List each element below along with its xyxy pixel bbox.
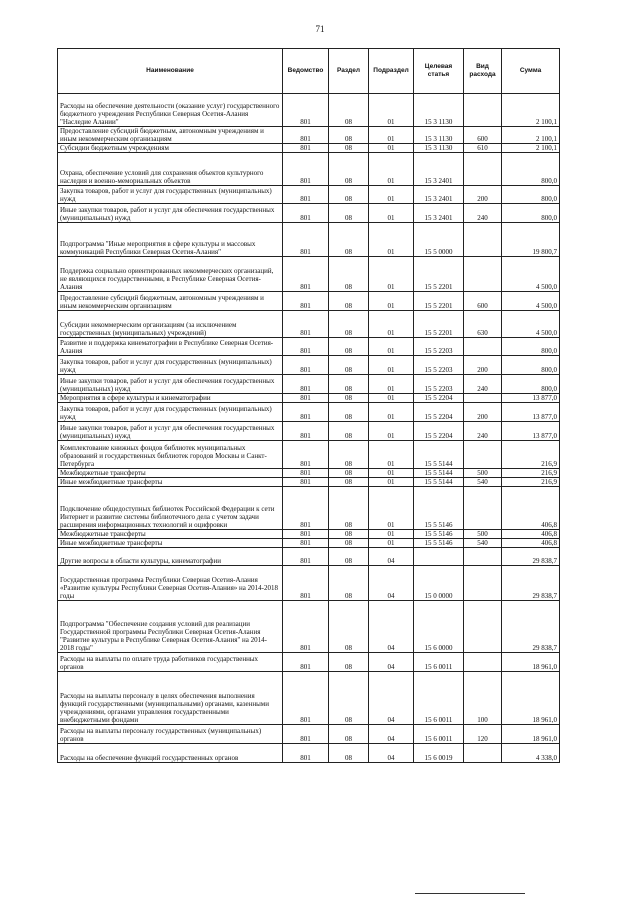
table-row [58, 144, 560, 153]
row-podrazdel: 01 [369, 127, 414, 144]
row-vedomstvo: 801 [283, 153, 329, 186]
row-name: Иные закупки товаров, работ и услуг для обеспечения государственных (муниципальных) нужд [58, 375, 283, 394]
table-row [58, 469, 560, 478]
table-row [58, 127, 560, 144]
row-vid-rashoda [464, 548, 502, 566]
row-podrazdel: 01 [369, 223, 414, 257]
table-row [58, 403, 560, 422]
row-vedomstvo: 801 [283, 311, 329, 338]
row-podrazdel: 01 [369, 478, 414, 487]
row-summa: 29 838,7 [502, 566, 560, 601]
row-vedomstvo: 801 [283, 422, 329, 441]
row-vid-rashoda [464, 601, 502, 653]
table-row [58, 257, 560, 292]
table-row [58, 204, 560, 223]
row-celevaya-statya: 15 5 5146 [414, 539, 464, 548]
row-razdel: 08 [329, 94, 369, 127]
table-row [58, 672, 560, 725]
row-razdel: 08 [329, 601, 369, 653]
row-summa: 2 100,1 [502, 127, 560, 144]
row-vid-rashoda: 200 [464, 186, 502, 204]
row-razdel: 08 [329, 356, 369, 375]
row-razdel: 08 [329, 539, 369, 548]
row-vid-rashoda [464, 441, 502, 469]
row-celevaya-statya: 15 6 0011 [414, 725, 464, 744]
row-vid-rashoda: 600 [464, 127, 502, 144]
table-body [58, 94, 560, 763]
row-name: Поддержка социально ориентированных некоммерческих организаций, не являющихся государственными, в Республике Северная Осетия-Алания [58, 257, 283, 292]
row-vedomstvo: 801 [283, 744, 329, 763]
row-name: Другие вопросы в области культуры, кинематографии [58, 548, 283, 566]
row-vedomstvo: 801 [283, 469, 329, 478]
row-celevaya-statya [414, 548, 464, 566]
row-vid-rashoda [464, 338, 502, 356]
row-vedomstvo: 801 [283, 725, 329, 744]
row-celevaya-statya: 15 5 5144 [414, 441, 464, 469]
row-vedomstvo: 801 [283, 403, 329, 422]
row-summa: 19 800,7 [502, 223, 560, 257]
row-name: Комплектование книжных фондов библиотек муниципальных образований и государственных библиотек городов Москвы и Санкт-Петербурга [58, 441, 283, 469]
table-row [58, 153, 560, 186]
row-summa: 18 961,0 [502, 725, 560, 744]
row-razdel: 08 [329, 487, 369, 530]
row-vedomstvo: 801 [283, 257, 329, 292]
row-razdel: 08 [329, 257, 369, 292]
row-vid-rashoda: 500 [464, 469, 502, 478]
table-row [58, 311, 560, 338]
table-row [58, 744, 560, 763]
row-summa: 18 961,0 [502, 653, 560, 672]
row-summa: 800,0 [502, 204, 560, 223]
row-razdel: 08 [329, 338, 369, 356]
table-row [58, 530, 560, 539]
row-vedomstvo: 801 [283, 223, 329, 257]
row-summa: 216,9 [502, 478, 560, 487]
row-summa: 2 100,1 [502, 144, 560, 153]
budget-table [57, 48, 560, 763]
row-vedomstvo: 801 [283, 548, 329, 566]
header-vedomstvo: Ведомство [283, 49, 329, 94]
row-vid-rashoda: 610 [464, 144, 502, 153]
row-celevaya-statya: 15 6 0011 [414, 672, 464, 725]
row-vid-rashoda [464, 566, 502, 601]
row-razdel: 08 [329, 744, 369, 763]
row-name: Закупка товаров, работ и услуг для государственных (муниципальных) нужд [58, 356, 283, 375]
row-podrazdel: 04 [369, 548, 414, 566]
row-vid-rashoda: 120 [464, 725, 502, 744]
row-vedomstvo: 801 [283, 539, 329, 548]
row-razdel: 08 [329, 422, 369, 441]
row-razdel: 08 [329, 469, 369, 478]
row-name: Субсидии некоммерческим организациям (за исключением государственных (муниципальных) учреждений) [58, 311, 283, 338]
row-razdel: 08 [329, 144, 369, 153]
row-summa: 13 877,0 [502, 403, 560, 422]
row-name: Мероприятия в сфере культуры и кинематографии [58, 394, 283, 403]
row-podrazdel: 01 [369, 539, 414, 548]
row-summa: 4 500,0 [502, 292, 560, 311]
header-summa: Сумма [502, 49, 560, 94]
row-summa: 29 838,7 [502, 548, 560, 566]
row-vedomstvo: 801 [283, 127, 329, 144]
row-name: Подключение общедоступных библиотек Российской Федерации к сети Интернет и развитие системы библиотечного дела с учетом задачи расширения информационных технологий и оцифровки [58, 487, 283, 530]
row-summa: 800,0 [502, 338, 560, 356]
table-row [58, 394, 560, 403]
row-celevaya-statya: 15 6 0011 [414, 653, 464, 672]
row-razdel: 08 [329, 394, 369, 403]
row-name: Иные закупки товаров, работ и услуг для обеспечения государственных (муниципальных) нужд [58, 422, 283, 441]
row-vedomstvo: 801 [283, 394, 329, 403]
row-celevaya-statya: 15 5 2204 [414, 403, 464, 422]
row-vid-rashoda [464, 744, 502, 763]
row-vedomstvo: 801 [283, 530, 329, 539]
row-summa: 4 500,0 [502, 257, 560, 292]
row-celevaya-statya: 15 3 2401 [414, 153, 464, 186]
table-row [58, 725, 560, 744]
row-podrazdel: 01 [369, 487, 414, 530]
row-podrazdel: 01 [369, 338, 414, 356]
row-name: Расходы на обеспечение деятельности (оказание услуг) государственного бюджетного учреждения Республики Северная Осетия-Алания "Наследие Алании" [58, 94, 283, 127]
row-vedomstvo: 801 [283, 144, 329, 153]
row-vid-rashoda [464, 394, 502, 403]
row-name: Расходы на выплаты по оплате труда работников государственных органов [58, 653, 283, 672]
row-celevaya-statya: 15 5 2201 [414, 311, 464, 338]
row-celevaya-statya: 15 3 1130 [414, 94, 464, 127]
row-name: Иные межбюджетные трансферты [58, 478, 283, 487]
row-podrazdel: 04 [369, 672, 414, 725]
row-podrazdel: 01 [369, 292, 414, 311]
row-vid-rashoda: 540 [464, 478, 502, 487]
row-vedomstvo: 801 [283, 94, 329, 127]
row-razdel: 08 [329, 441, 369, 469]
row-name: Межбюджетные трансферты [58, 530, 283, 539]
row-podrazdel: 01 [369, 204, 414, 223]
row-razdel: 08 [329, 403, 369, 422]
row-podrazdel: 01 [369, 469, 414, 478]
row-name: Расходы на обеспечение функций государственных органов [58, 744, 283, 763]
row-vid-rashoda [464, 94, 502, 127]
row-podrazdel: 01 [369, 530, 414, 539]
row-summa: 4 500,0 [502, 311, 560, 338]
row-summa: 800,0 [502, 375, 560, 394]
row-vedomstvo: 801 [283, 672, 329, 725]
row-podrazdel: 01 [369, 186, 414, 204]
table-row [58, 653, 560, 672]
row-podrazdel: 04 [369, 566, 414, 601]
row-name: Предоставление субсидий бюджетным, автономным учреждениям и иным некоммерческим организациям [58, 127, 283, 144]
table-row [58, 548, 560, 566]
row-razdel: 08 [329, 653, 369, 672]
row-vid-rashoda: 540 [464, 539, 502, 548]
row-vid-rashoda: 600 [464, 292, 502, 311]
row-vid-rashoda [464, 153, 502, 186]
table-row [58, 186, 560, 204]
row-vid-rashoda: 500 [464, 530, 502, 539]
row-name: Государственная программа Республики Северная Осетия-Алания «Развитие культуры Республики Северная Осетия-Алания» на 2014-2018 годы [58, 566, 283, 601]
row-vedomstvo: 801 [283, 292, 329, 311]
row-vedomstvo: 801 [283, 375, 329, 394]
row-vedomstvo: 801 [283, 653, 329, 672]
table-row [58, 356, 560, 375]
header-vid-rashoda: Вид расхода [464, 49, 502, 94]
row-vid-rashoda [464, 487, 502, 530]
row-celevaya-statya: 15 5 2203 [414, 375, 464, 394]
row-razdel: 08 [329, 530, 369, 539]
row-podrazdel: 01 [369, 144, 414, 153]
table-row [58, 292, 560, 311]
row-celevaya-statya: 15 5 5144 [414, 478, 464, 487]
table-header-row [58, 49, 560, 94]
row-podrazdel: 01 [369, 94, 414, 127]
row-name: Субсидии бюджетным учреждениям [58, 144, 283, 153]
row-razdel: 08 [329, 375, 369, 394]
row-name: Предоставление субсидий бюджетным, автономным учреждениям и иным некоммерческим организациям [58, 292, 283, 311]
row-name: Подпрограмма "Иные мероприятия в сфере культуры и массовых коммуникаций Республики Северная Осетия-Алания" [58, 223, 283, 257]
row-celevaya-statya: 15 3 1130 [414, 127, 464, 144]
table-row [58, 94, 560, 127]
row-vedomstvo: 801 [283, 204, 329, 223]
row-razdel: 08 [329, 186, 369, 204]
row-celevaya-statya: 15 6 0000 [414, 601, 464, 653]
row-razdel: 08 [329, 223, 369, 257]
row-razdel: 08 [329, 566, 369, 601]
row-summa: 13 877,0 [502, 394, 560, 403]
row-vedomstvo: 801 [283, 478, 329, 487]
table-row [58, 478, 560, 487]
header-name: Наименование [58, 49, 283, 94]
row-name: Иные закупки товаров, работ и услуг для обеспечения государственных (муниципальных) нужд [58, 204, 283, 223]
row-vedomstvo: 801 [283, 338, 329, 356]
row-razdel: 08 [329, 478, 369, 487]
row-celevaya-statya: 15 5 5146 [414, 487, 464, 530]
row-summa: 18 961,0 [502, 672, 560, 725]
footer-line [415, 893, 525, 894]
row-podrazdel: 01 [369, 356, 414, 375]
table-row [58, 441, 560, 469]
row-summa: 800,0 [502, 186, 560, 204]
row-podrazdel: 01 [369, 394, 414, 403]
table-row [58, 375, 560, 394]
row-summa: 29 838,7 [502, 601, 560, 653]
row-podrazdel: 04 [369, 725, 414, 744]
row-celevaya-statya: 15 3 2401 [414, 186, 464, 204]
row-razdel: 08 [329, 548, 369, 566]
row-summa: 406,8 [502, 487, 560, 530]
row-vid-rashoda [464, 257, 502, 292]
row-celevaya-statya: 15 5 2201 [414, 292, 464, 311]
row-celevaya-statya: 15 0 0000 [414, 566, 464, 601]
row-razdel: 08 [329, 672, 369, 725]
row-summa: 216,9 [502, 469, 560, 478]
row-podrazdel: 01 [369, 311, 414, 338]
row-summa: 216,9 [502, 441, 560, 469]
row-name: Развитие и поддержка кинематографии в Республике Северная Осетия-Алания [58, 338, 283, 356]
row-celevaya-statya: 15 5 2201 [414, 257, 464, 292]
row-vid-rashoda: 630 [464, 311, 502, 338]
row-vid-rashoda: 240 [464, 375, 502, 394]
row-razdel: 08 [329, 311, 369, 338]
row-name: Закупка товаров, работ и услуг для государственных (муниципальных) нужд [58, 403, 283, 422]
table-row [58, 338, 560, 356]
header-podrazdel: Подраздел [369, 49, 414, 94]
row-name: Иные межбюджетные трансферты [58, 539, 283, 548]
row-name: Расходы на выплаты персоналу государственных (муниципальных) органов [58, 725, 283, 744]
row-celevaya-statya: 15 3 1130 [414, 144, 464, 153]
row-celevaya-statya: 15 5 0000 [414, 223, 464, 257]
row-vedomstvo: 801 [283, 186, 329, 204]
table-row [58, 566, 560, 601]
row-summa: 13 877,0 [502, 422, 560, 441]
row-razdel: 08 [329, 725, 369, 744]
row-vid-rashoda: 240 [464, 422, 502, 441]
row-vedomstvo: 801 [283, 441, 329, 469]
row-celevaya-statya: 15 5 2204 [414, 394, 464, 403]
row-podrazdel: 01 [369, 422, 414, 441]
row-summa: 4 338,0 [502, 744, 560, 763]
row-razdel: 08 [329, 153, 369, 186]
row-vedomstvo: 801 [283, 601, 329, 653]
table-row [58, 422, 560, 441]
row-vid-rashoda: 200 [464, 403, 502, 422]
table-row [58, 223, 560, 257]
table-row [58, 487, 560, 530]
row-vid-rashoda: 240 [464, 204, 502, 223]
row-podrazdel: 01 [369, 403, 414, 422]
row-razdel: 08 [329, 127, 369, 144]
row-name: Закупка товаров, работ и услуг для государственных (муниципальных) нужд [58, 186, 283, 204]
row-summa: 2 100,1 [502, 94, 560, 127]
row-podrazdel: 01 [369, 375, 414, 394]
row-summa: 800,0 [502, 153, 560, 186]
row-razdel: 08 [329, 292, 369, 311]
row-vedomstvo: 801 [283, 487, 329, 530]
table-row [58, 601, 560, 653]
row-name: Охрана, обеспечение условий для сохранения объектов культурного наследия и военно-мемориальных объектов [58, 153, 283, 186]
header-celevaya-statya: Целевая статья [414, 49, 464, 94]
row-celevaya-statya: 15 5 5144 [414, 469, 464, 478]
row-podrazdel: 04 [369, 744, 414, 763]
row-name: Подпрограмма "Обеспечение создания условий для реализации Государственной программы Республики Северная Осетия-Алания "Развитие культуры в Республике Северная Осетия-Алания" на 2014-2018 годы" [58, 601, 283, 653]
row-summa: 406,8 [502, 530, 560, 539]
row-celevaya-statya: 15 3 2401 [414, 204, 464, 223]
row-vedomstvo: 801 [283, 566, 329, 601]
row-name: Расходы на выплаты персоналу в целях обеспечения выполнения функций государственными (муниципальными) органами, казенными учреждениями, органами управления государственными внебюджетными фондами [58, 672, 283, 725]
row-vid-rashoda: 100 [464, 672, 502, 725]
row-vid-rashoda: 200 [464, 356, 502, 375]
row-vid-rashoda [464, 653, 502, 672]
row-podrazdel: 04 [369, 653, 414, 672]
row-vid-rashoda [464, 223, 502, 257]
row-celevaya-statya: 15 5 5146 [414, 530, 464, 539]
table-row [58, 539, 560, 548]
header-razdel: Раздел [329, 49, 369, 94]
row-podrazdel: 04 [369, 601, 414, 653]
row-celevaya-statya: 15 5 2204 [414, 422, 464, 441]
row-summa: 800,0 [502, 356, 560, 375]
row-vedomstvo: 801 [283, 356, 329, 375]
row-podrazdel: 01 [369, 153, 414, 186]
row-name: Межбюджетные трансферты [58, 469, 283, 478]
row-celevaya-statya: 15 5 2203 [414, 338, 464, 356]
row-podrazdel: 01 [369, 441, 414, 469]
page-number: 71 [315, 24, 325, 34]
row-razdel: 08 [329, 204, 369, 223]
row-podrazdel: 01 [369, 257, 414, 292]
row-celevaya-statya: 15 6 0019 [414, 744, 464, 763]
row-summa: 406,8 [502, 539, 560, 548]
row-celevaya-statya: 15 5 2203 [414, 356, 464, 375]
